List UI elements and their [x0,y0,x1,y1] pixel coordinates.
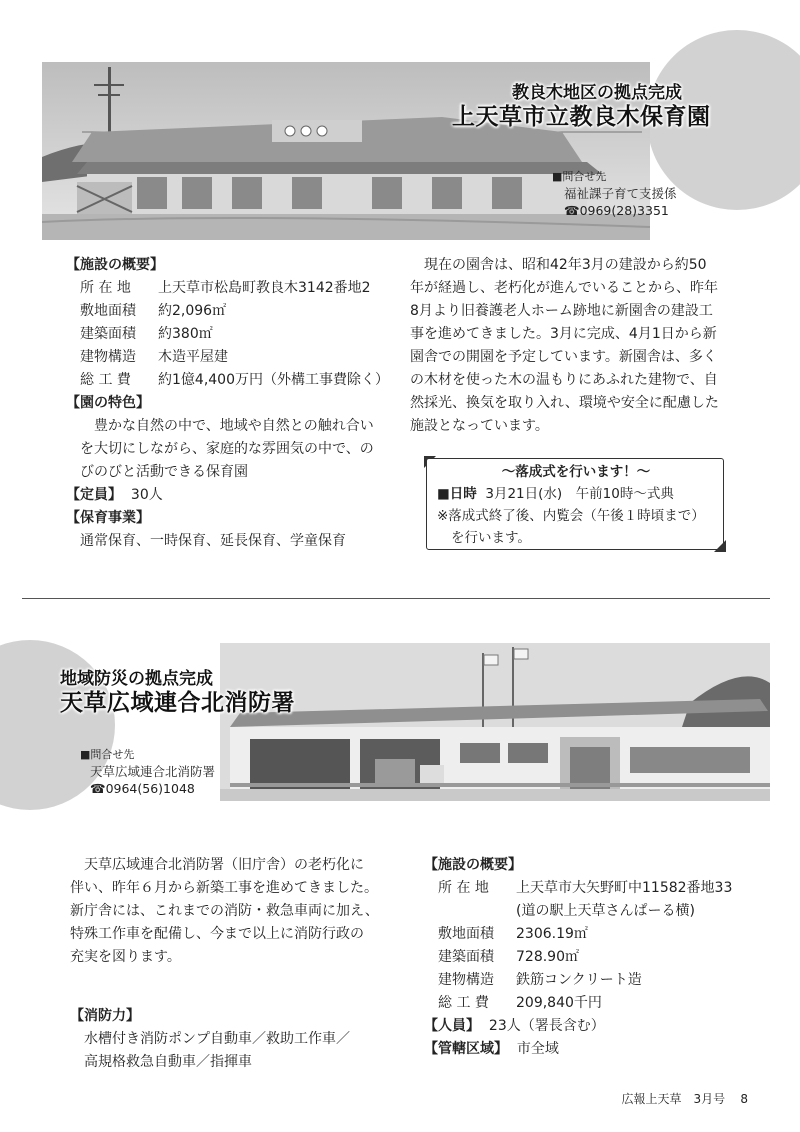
overview-label: 総 工 費 [438,995,489,1011]
fire-line: 高規格救急自動車／指揮車 [84,1054,252,1070]
body-line: 事を進めてきました。3月に完成、4月1日から新 [410,326,717,342]
overview-row [80,346,396,369]
ceremony-box [426,458,724,550]
overview-row [438,946,764,969]
contact-tel: ☎0964(56)1048 [90,781,195,796]
fire-line: 水槽付き消防ポンプ自動車／救助工作車／ [84,1031,350,1047]
overview-row [438,923,764,946]
ceremony-note: を行います。 [451,530,531,546]
body-line: 天草広域連合北消防署（旧庁舎）の老朽化に [84,857,364,873]
overview-value: 728.90㎡ [516,949,579,965]
overview-label: 建築面積 [80,326,136,342]
overview-label: 敷地面積 [438,926,494,942]
contact-label: ■問合せ先 [80,748,135,761]
overview-label: 所 在 地 [438,880,489,896]
area-value: 市全域 [516,1041,559,1057]
features-text [66,415,396,484]
overview-label: 建物構造 [80,349,136,365]
section1-contact [552,168,677,219]
overview-value: (道の駅上天草さんぱーる横) [516,903,695,919]
page-footer [621,1090,748,1107]
overview-row [80,300,396,323]
overview-label: 所 在 地 [80,280,131,296]
features-line: 豊かな自然の中で、地域や自然との触れ合い [94,418,374,434]
overview-label: 建築面積 [438,949,494,965]
contact-dept: 福祉課子育て支援係 [564,186,677,201]
overview-value: 約380㎡ [158,326,213,342]
body-line: 新庁舎には、これまでの消防・救急車両に加え、 [70,903,379,919]
body-line: 特殊工作車を配備し、今まで以上に消防行政の [70,926,364,942]
overview-row [438,992,764,1015]
section-divider [22,598,770,599]
ceremony-title: ～落成式を行います！～ [501,464,651,480]
section1-subtitle: 教良木地区の拠点完成 [512,83,682,103]
services-heading: 【保育事業】 [66,510,150,526]
body-line: 現在の園舎は、昭和42年3月の建設から約50 [424,257,707,273]
contact-dept: 天草広域連合北消防署 [90,764,216,779]
staff-value: 23人（署長含む） [488,1018,605,1034]
overview-value: 鉄筋コンクリート造 [516,972,642,988]
page-number: 8 [740,1092,748,1106]
overview-heading: 【施設の概要】 [66,257,164,273]
features-line: びのびと活動できる保育園 [80,464,248,480]
section2-subtitle: 地域防災の拠点完成 [60,669,213,689]
overview-label: 総 工 費 [80,372,131,388]
overview-row [438,900,764,923]
overview-value: 約1億4,400万円（外構工事費除く） [158,372,389,388]
features-line: を大切にしながら、家庭的な雰囲気の中で、の [80,441,374,457]
body-line: 充実を図ります。 [70,949,181,965]
features-heading: 【園の特色】 [66,395,150,411]
firestation-photo [220,643,770,801]
body-line: 伴い、昨年６月から新築工事を進めてきました。 [70,880,378,896]
ceremony-date-value: 3月21日(水) 午前10時～式典 [485,486,674,502]
services-value: 通常保育、一時保育、延長保育、学童保育 [80,533,346,549]
overview-label [438,900,516,923]
contact-label: ■問合せ先 [552,170,607,183]
overview-row [80,323,396,346]
overview-label: 建物構造 [438,972,494,988]
body-line: 8月より旧養護老人ホーム跡地に新園舎の建設工 [410,303,713,319]
ceremony-note: ※落成式終了後、内覧会（午後１時頃まで） [437,508,705,524]
body-line: 年が経過し、老朽化が進んでいることから、昨年 [410,280,718,296]
overview-value: 209,840千円 [516,995,602,1011]
overview-heading: 【施設の概要】 [424,857,522,873]
section1-left-column [66,254,396,553]
section2-contact [80,746,215,797]
fire-heading: 【消防力】 [70,1008,140,1024]
overview-label: 敷地面積 [80,303,136,319]
overview-row [80,369,396,392]
section2-overview [424,854,764,1061]
body-line: 施設となっています。 [410,418,549,434]
overview-value: 上天草市大矢野町中11582番地33 [516,880,733,896]
overview-value: 木造平屋建 [158,349,228,365]
overview-row [438,877,764,900]
capacity-value: 30人 [130,487,163,503]
section2-title: 天草広域連合北消防署 [60,690,295,716]
section1-title: 上天草市立教良木保育園 [452,104,711,130]
capacity-heading: 【定員】 [66,487,122,503]
overview-row [80,277,396,300]
area-heading: 【管轄区域】 [424,1041,508,1057]
overview-value: 上天草市松島町教良木3142番地2 [158,280,371,296]
body-line: 然採光、換気を取り入れ、環境や安全に配慮した [410,395,719,411]
section1-body [410,254,750,438]
footer-publication: 広報上天草 3月号 [621,1092,726,1106]
contact-tel: ☎0969(28)3351 [564,203,669,218]
body-line: の木材を使った木の温もりにあふれた建物で、自 [410,372,718,388]
body-line: 園舎での開園を予定しています。新園舎は、多く [410,349,717,365]
section2-left-column [70,854,405,1074]
overview-value: 約2,096㎡ [158,303,227,319]
overview-value: 2306.19㎡ [516,926,588,942]
overview-row [438,969,764,992]
ceremony-box-corner-br [714,540,726,552]
ceremony-date-label: ■日時 [437,486,477,502]
staff-heading: 【人員】 [424,1018,480,1034]
